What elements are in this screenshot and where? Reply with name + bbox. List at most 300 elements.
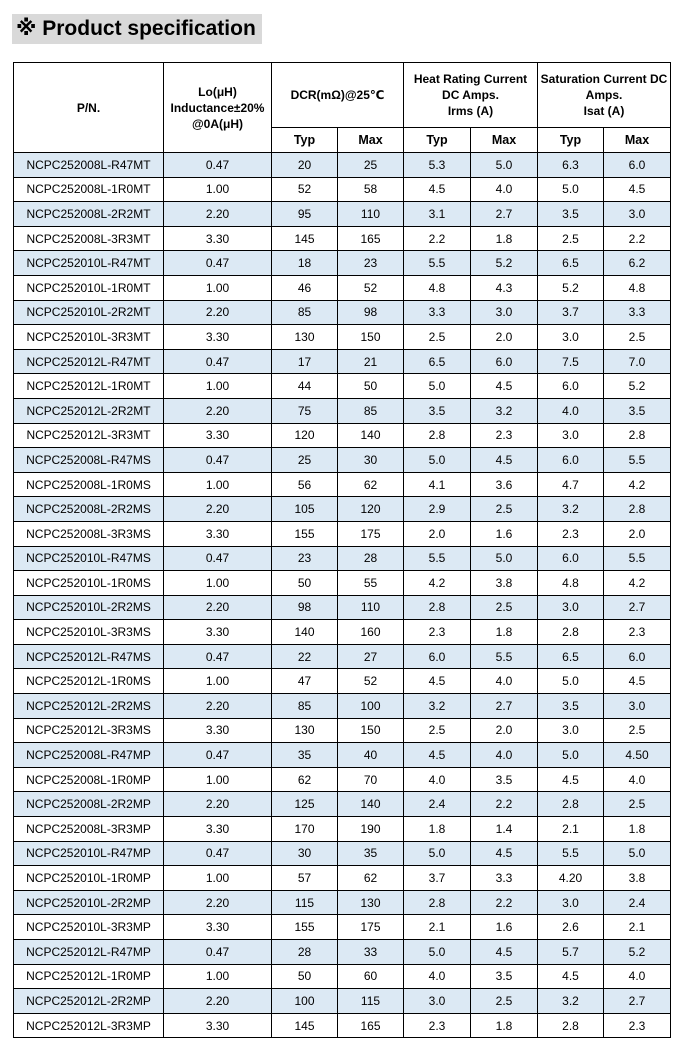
inductance-cell: 3.30	[164, 423, 272, 448]
part-number-cell: NCPC252010L-R47MS	[14, 546, 164, 571]
dcr-max-cell: 55	[338, 571, 404, 596]
part-number-cell: NCPC252008L-R47MS	[14, 448, 164, 473]
dcr-typ-cell: 130	[272, 718, 338, 743]
dcr-typ-cell: 105	[272, 497, 338, 522]
isat-typ-cell: 5.0	[538, 177, 604, 202]
isat-max-cell: 2.8	[604, 423, 671, 448]
table-row	[14, 153, 671, 178]
irms-max-cell: 4.0	[471, 669, 538, 694]
irms-typ-cell: 3.0	[404, 989, 471, 1014]
isat-typ-cell: 7.5	[538, 349, 604, 374]
dcr-max-cell: 25	[338, 153, 404, 178]
dcr-max-cell: 130	[338, 890, 404, 915]
dcr-max-cell: 100	[338, 694, 404, 719]
isat-typ-cell: 4.20	[538, 866, 604, 891]
dcr-max-cell: 23	[338, 251, 404, 276]
isat-typ-cell: 3.0	[538, 325, 604, 350]
irms-max-cell: 2.3	[471, 423, 538, 448]
isat-max-cell: 2.8	[604, 497, 671, 522]
irms-max-cell: 5.5	[471, 644, 538, 669]
dcr-max-cell: 62	[338, 472, 404, 497]
irms-max-cell: 3.2	[471, 398, 538, 423]
part-number-cell: NCPC252012L-2R2MT	[14, 398, 164, 423]
table-row	[14, 792, 671, 817]
dcr-typ-cell: 50	[272, 571, 338, 596]
part-number-cell: NCPC252010L-R47MT	[14, 251, 164, 276]
inductance-cell: 1.00	[164, 177, 272, 202]
header-irms-line: Heat Rating Current	[413, 72, 528, 86]
inductance-cell: 3.30	[164, 915, 272, 940]
isat-typ-cell: 4.8	[538, 571, 604, 596]
dcr-typ-cell: 115	[272, 890, 338, 915]
inductance-cell: 2.20	[164, 398, 272, 423]
header-irms-typ: Typ	[404, 128, 471, 153]
isat-max-cell: 2.5	[604, 325, 671, 350]
irms-typ-cell: 2.8	[404, 890, 471, 915]
header-inductance-line: Inductance±20%	[170, 100, 265, 115]
irms-typ-cell: 2.3	[404, 1013, 471, 1038]
table-row	[14, 989, 671, 1014]
dcr-typ-cell: 140	[272, 620, 338, 645]
isat-max-cell: 3.5	[604, 398, 671, 423]
isat-typ-cell: 2.8	[538, 792, 604, 817]
isat-max-cell: 4.2	[604, 472, 671, 497]
inductance-cell: 3.30	[164, 226, 272, 251]
irms-typ-cell: 3.5	[404, 398, 471, 423]
page-title: ※ Product specification	[12, 14, 262, 44]
inductance-cell: 2.20	[164, 694, 272, 719]
irms-typ-cell: 3.3	[404, 300, 471, 325]
table-row	[14, 940, 671, 965]
table-row	[14, 497, 671, 522]
isat-max-cell: 4.0	[604, 767, 671, 792]
header-inductance	[164, 63, 272, 153]
isat-max-cell: 2.0	[604, 521, 671, 546]
irms-max-cell: 4.5	[471, 841, 538, 866]
isat-typ-cell: 2.6	[538, 915, 604, 940]
part-number-cell: NCPC252008L-2R2MS	[14, 497, 164, 522]
table-row	[14, 1013, 671, 1038]
part-number-cell: NCPC252008L-1R0MS	[14, 472, 164, 497]
irms-typ-cell: 2.5	[404, 325, 471, 350]
isat-typ-cell: 4.5	[538, 767, 604, 792]
part-number-cell: NCPC252008L-2R2MP	[14, 792, 164, 817]
irms-typ-cell: 2.9	[404, 497, 471, 522]
isat-max-cell: 2.3	[604, 620, 671, 645]
dcr-typ-cell: 22	[272, 644, 338, 669]
part-number-cell: NCPC252008L-R47MP	[14, 743, 164, 768]
part-number-cell: NCPC252010L-2R2MS	[14, 595, 164, 620]
dcr-typ-cell: 46	[272, 275, 338, 300]
dcr-typ-cell: 35	[272, 743, 338, 768]
header-isat	[538, 63, 671, 128]
dcr-typ-cell: 100	[272, 989, 338, 1014]
table-row	[14, 718, 671, 743]
isat-max-cell: 2.1	[604, 915, 671, 940]
isat-typ-cell: 5.2	[538, 275, 604, 300]
irms-max-cell: 1.8	[471, 226, 538, 251]
table-row	[14, 546, 671, 571]
irms-typ-cell: 2.5	[404, 718, 471, 743]
isat-max-cell: 3.8	[604, 866, 671, 891]
irms-typ-cell: 2.4	[404, 792, 471, 817]
table-row	[14, 644, 671, 669]
part-number-cell: NCPC252012L-1R0MP	[14, 964, 164, 989]
table-row	[14, 915, 671, 940]
irms-max-cell: 2.0	[471, 718, 538, 743]
irms-max-cell: 4.5	[471, 374, 538, 399]
dcr-max-cell: 175	[338, 915, 404, 940]
isat-typ-cell: 6.5	[538, 644, 604, 669]
irms-max-cell: 3.5	[471, 964, 538, 989]
inductance-cell: 3.30	[164, 521, 272, 546]
dcr-max-cell: 50	[338, 374, 404, 399]
irms-typ-cell: 5.0	[404, 940, 471, 965]
part-number-cell: NCPC252008L-3R3MP	[14, 817, 164, 842]
table-row	[14, 177, 671, 202]
isat-typ-cell: 5.5	[538, 841, 604, 866]
isat-typ-cell: 3.5	[538, 202, 604, 227]
isat-max-cell: 3.3	[604, 300, 671, 325]
dcr-max-cell: 52	[338, 275, 404, 300]
part-number-cell: NCPC252012L-R47MS	[14, 644, 164, 669]
part-number-cell: NCPC252010L-1R0MT	[14, 275, 164, 300]
header-isat-max: Max	[604, 128, 671, 153]
irms-max-cell: 2.2	[471, 792, 538, 817]
part-number-cell: NCPC252010L-2R2MP	[14, 890, 164, 915]
dcr-max-cell: 60	[338, 964, 404, 989]
header-irms-max: Max	[471, 128, 538, 153]
irms-typ-cell: 2.2	[404, 226, 471, 251]
irms-max-cell: 2.5	[471, 989, 538, 1014]
irms-max-cell: 4.0	[471, 177, 538, 202]
irms-typ-cell: 2.3	[404, 620, 471, 645]
irms-typ-cell: 2.0	[404, 521, 471, 546]
dcr-max-cell: 27	[338, 644, 404, 669]
dcr-max-cell: 160	[338, 620, 404, 645]
dcr-max-cell: 165	[338, 226, 404, 251]
dcr-typ-cell: 17	[272, 349, 338, 374]
dcr-max-cell: 21	[338, 349, 404, 374]
irms-typ-cell: 6.5	[404, 349, 471, 374]
inductance-cell: 3.30	[164, 620, 272, 645]
irms-typ-cell: 2.8	[404, 423, 471, 448]
inductance-cell: 1.00	[164, 964, 272, 989]
dcr-max-cell: 110	[338, 202, 404, 227]
irms-max-cell: 3.8	[471, 571, 538, 596]
part-number-cell: NCPC252008L-2R2MT	[14, 202, 164, 227]
header-dcr-max: Max	[338, 128, 404, 153]
part-number-cell: NCPC252010L-R47MP	[14, 841, 164, 866]
table-row	[14, 226, 671, 251]
irms-max-cell: 3.3	[471, 866, 538, 891]
table-row	[14, 472, 671, 497]
inductance-cell: 1.00	[164, 669, 272, 694]
inductance-cell: 3.30	[164, 1013, 272, 1038]
dcr-typ-cell: 130	[272, 325, 338, 350]
inductance-cell: 1.00	[164, 866, 272, 891]
dcr-typ-cell: 95	[272, 202, 338, 227]
dcr-max-cell: 120	[338, 497, 404, 522]
dcr-typ-cell: 18	[272, 251, 338, 276]
table-row	[14, 275, 671, 300]
isat-max-cell: 6.2	[604, 251, 671, 276]
part-number-cell: NCPC252012L-3R3MS	[14, 718, 164, 743]
dcr-max-cell: 33	[338, 940, 404, 965]
table-row	[14, 300, 671, 325]
part-number-cell: NCPC252012L-2R2MS	[14, 694, 164, 719]
isat-typ-cell: 5.7	[538, 940, 604, 965]
isat-typ-cell: 3.2	[538, 497, 604, 522]
irms-typ-cell: 3.1	[404, 202, 471, 227]
irms-typ-cell: 5.0	[404, 841, 471, 866]
irms-typ-cell: 4.5	[404, 743, 471, 768]
isat-typ-cell: 6.5	[538, 251, 604, 276]
table-row	[14, 669, 671, 694]
inductance-cell: 1.00	[164, 472, 272, 497]
isat-max-cell: 7.0	[604, 349, 671, 374]
irms-max-cell: 3.5	[471, 767, 538, 792]
dcr-max-cell: 165	[338, 1013, 404, 1038]
irms-max-cell: 2.0	[471, 325, 538, 350]
isat-max-cell: 2.7	[604, 595, 671, 620]
isat-typ-cell: 2.8	[538, 1013, 604, 1038]
part-number-cell: NCPC252012L-3R3MP	[14, 1013, 164, 1038]
irms-max-cell: 5.2	[471, 251, 538, 276]
dcr-max-cell: 52	[338, 669, 404, 694]
isat-max-cell: 3.0	[604, 202, 671, 227]
isat-typ-cell: 4.5	[538, 964, 604, 989]
part-number-cell: NCPC252012L-R47MT	[14, 349, 164, 374]
isat-max-cell: 4.8	[604, 275, 671, 300]
inductance-cell: 2.20	[164, 497, 272, 522]
irms-max-cell: 2.5	[471, 595, 538, 620]
part-number-cell: NCPC252012L-1R0MS	[14, 669, 164, 694]
isat-typ-cell: 3.0	[538, 423, 604, 448]
table-row	[14, 251, 671, 276]
inductance-cell: 2.20	[164, 890, 272, 915]
header-inductance-line: @0A(μH)	[191, 116, 244, 131]
dcr-typ-cell: 50	[272, 964, 338, 989]
table-row	[14, 325, 671, 350]
isat-max-cell: 2.5	[604, 718, 671, 743]
table-row	[14, 964, 671, 989]
table-row	[14, 595, 671, 620]
inductance-cell: 2.20	[164, 792, 272, 817]
part-number-cell: NCPC252008L-3R3MT	[14, 226, 164, 251]
irms-max-cell: 4.0	[471, 743, 538, 768]
table-row	[14, 448, 671, 473]
isat-max-cell: 2.3	[604, 1013, 671, 1038]
irms-max-cell: 4.5	[471, 940, 538, 965]
part-number-cell: NCPC252012L-2R2MP	[14, 989, 164, 1014]
table-row	[14, 767, 671, 792]
dcr-typ-cell: 44	[272, 374, 338, 399]
irms-typ-cell: 3.7	[404, 866, 471, 891]
inductance-cell: 0.47	[164, 743, 272, 768]
isat-typ-cell: 3.0	[538, 595, 604, 620]
dcr-typ-cell: 75	[272, 398, 338, 423]
dcr-max-cell: 115	[338, 989, 404, 1014]
dcr-typ-cell: 155	[272, 521, 338, 546]
irms-typ-cell: 2.1	[404, 915, 471, 940]
irms-typ-cell: 4.0	[404, 767, 471, 792]
header-isat-line: Isat (A)	[583, 104, 625, 118]
dcr-typ-cell: 57	[272, 866, 338, 891]
header-isat-typ: Typ	[538, 128, 604, 153]
isat-max-cell: 4.0	[604, 964, 671, 989]
inductance-cell: 0.47	[164, 644, 272, 669]
dcr-max-cell: 190	[338, 817, 404, 842]
part-number-cell: NCPC252008L-1R0MP	[14, 767, 164, 792]
header-irms-line: Irms (A)	[447, 104, 494, 118]
table-row	[14, 694, 671, 719]
header-isat-line: Saturation Current DC	[540, 72, 668, 86]
dcr-typ-cell: 85	[272, 694, 338, 719]
isat-max-cell: 6.0	[604, 644, 671, 669]
header-inductance-line: Lo(μH)	[198, 84, 237, 99]
dcr-typ-cell: 56	[272, 472, 338, 497]
irms-typ-cell: 2.8	[404, 595, 471, 620]
irms-max-cell: 2.2	[471, 890, 538, 915]
dcr-max-cell: 150	[338, 718, 404, 743]
header-dcr: DCR(mΩ)@25℃	[272, 63, 404, 128]
inductance-cell: 0.47	[164, 448, 272, 473]
dcr-max-cell: 85	[338, 398, 404, 423]
part-number-cell: NCPC252012L-1R0MT	[14, 374, 164, 399]
dcr-max-cell: 30	[338, 448, 404, 473]
isat-typ-cell: 3.2	[538, 989, 604, 1014]
irms-max-cell: 3.6	[471, 472, 538, 497]
irms-typ-cell: 5.3	[404, 153, 471, 178]
table-row	[14, 349, 671, 374]
isat-typ-cell: 4.0	[538, 398, 604, 423]
isat-max-cell: 2.7	[604, 989, 671, 1014]
dcr-max-cell: 175	[338, 521, 404, 546]
spec-table	[13, 62, 671, 1038]
isat-typ-cell: 3.7	[538, 300, 604, 325]
irms-max-cell: 2.5	[471, 497, 538, 522]
isat-max-cell: 2.5	[604, 792, 671, 817]
isat-max-cell: 5.2	[604, 374, 671, 399]
part-number-cell: NCPC252008L-1R0MT	[14, 177, 164, 202]
part-number-cell: NCPC252010L-3R3MS	[14, 620, 164, 645]
table-row	[14, 620, 671, 645]
irms-max-cell: 1.8	[471, 1013, 538, 1038]
dcr-max-cell: 98	[338, 300, 404, 325]
isat-typ-cell: 3.0	[538, 890, 604, 915]
isat-typ-cell: 2.5	[538, 226, 604, 251]
part-number-cell: NCPC252010L-3R3MT	[14, 325, 164, 350]
isat-max-cell: 2.2	[604, 226, 671, 251]
isat-max-cell: 5.5	[604, 546, 671, 571]
irms-max-cell: 1.4	[471, 817, 538, 842]
isat-max-cell: 5.2	[604, 940, 671, 965]
irms-typ-cell: 4.5	[404, 177, 471, 202]
irms-typ-cell: 4.5	[404, 669, 471, 694]
inductance-cell: 1.00	[164, 571, 272, 596]
dcr-max-cell: 58	[338, 177, 404, 202]
dcr-typ-cell: 125	[272, 792, 338, 817]
dcr-typ-cell: 155	[272, 915, 338, 940]
isat-max-cell: 4.5	[604, 669, 671, 694]
part-number-cell: NCPC252008L-R47MT	[14, 153, 164, 178]
header-isat-line: Amps.	[585, 88, 623, 102]
part-number-cell: NCPC252012L-R47MP	[14, 940, 164, 965]
inductance-cell: 1.00	[164, 275, 272, 300]
table-row	[14, 841, 671, 866]
header-pn: P/N.	[14, 63, 164, 153]
isat-typ-cell: 3.5	[538, 694, 604, 719]
irms-typ-cell: 6.0	[404, 644, 471, 669]
inductance-cell: 0.47	[164, 349, 272, 374]
dcr-max-cell: 62	[338, 866, 404, 891]
isat-typ-cell: 5.0	[538, 669, 604, 694]
irms-max-cell: 2.7	[471, 202, 538, 227]
inductance-cell: 0.47	[164, 153, 272, 178]
table-row	[14, 817, 671, 842]
spec-table-body	[14, 153, 671, 1038]
isat-typ-cell: 6.3	[538, 153, 604, 178]
dcr-max-cell: 70	[338, 767, 404, 792]
part-number-cell: NCPC252010L-1R0MS	[14, 571, 164, 596]
table-row	[14, 743, 671, 768]
irms-max-cell: 1.6	[471, 915, 538, 940]
isat-max-cell: 4.50	[604, 743, 671, 768]
isat-max-cell: 3.0	[604, 694, 671, 719]
isat-typ-cell: 5.0	[538, 743, 604, 768]
dcr-typ-cell: 145	[272, 1013, 338, 1038]
part-number-cell: NCPC252012L-3R3MT	[14, 423, 164, 448]
inductance-cell: 3.30	[164, 325, 272, 350]
isat-max-cell: 5.0	[604, 841, 671, 866]
inductance-cell: 3.30	[164, 817, 272, 842]
irms-typ-cell: 4.0	[404, 964, 471, 989]
dcr-typ-cell: 62	[272, 767, 338, 792]
irms-typ-cell: 3.2	[404, 694, 471, 719]
header-irms	[404, 63, 538, 128]
dcr-max-cell: 110	[338, 595, 404, 620]
irms-max-cell: 3.0	[471, 300, 538, 325]
dcr-typ-cell: 20	[272, 153, 338, 178]
isat-max-cell: 4.5	[604, 177, 671, 202]
table-row	[14, 202, 671, 227]
inductance-cell: 1.00	[164, 767, 272, 792]
dcr-typ-cell: 145	[272, 226, 338, 251]
isat-typ-cell: 6.0	[538, 546, 604, 571]
isat-typ-cell: 6.0	[538, 448, 604, 473]
inductance-cell: 0.47	[164, 251, 272, 276]
isat-typ-cell: 3.0	[538, 718, 604, 743]
dcr-max-cell: 28	[338, 546, 404, 571]
inductance-cell: 2.20	[164, 989, 272, 1014]
irms-typ-cell: 5.5	[404, 546, 471, 571]
table-row	[14, 890, 671, 915]
part-number-cell: NCPC252008L-3R3MS	[14, 521, 164, 546]
table-row	[14, 423, 671, 448]
isat-typ-cell: 2.8	[538, 620, 604, 645]
irms-max-cell: 1.6	[471, 521, 538, 546]
inductance-cell: 2.20	[164, 202, 272, 227]
isat-max-cell: 5.5	[604, 448, 671, 473]
dcr-typ-cell: 98	[272, 595, 338, 620]
part-number-cell: NCPC252010L-2R2MT	[14, 300, 164, 325]
dcr-typ-cell: 85	[272, 300, 338, 325]
irms-typ-cell: 4.1	[404, 472, 471, 497]
isat-max-cell: 4.2	[604, 571, 671, 596]
irms-max-cell: 5.0	[471, 546, 538, 571]
inductance-cell: 2.20	[164, 300, 272, 325]
